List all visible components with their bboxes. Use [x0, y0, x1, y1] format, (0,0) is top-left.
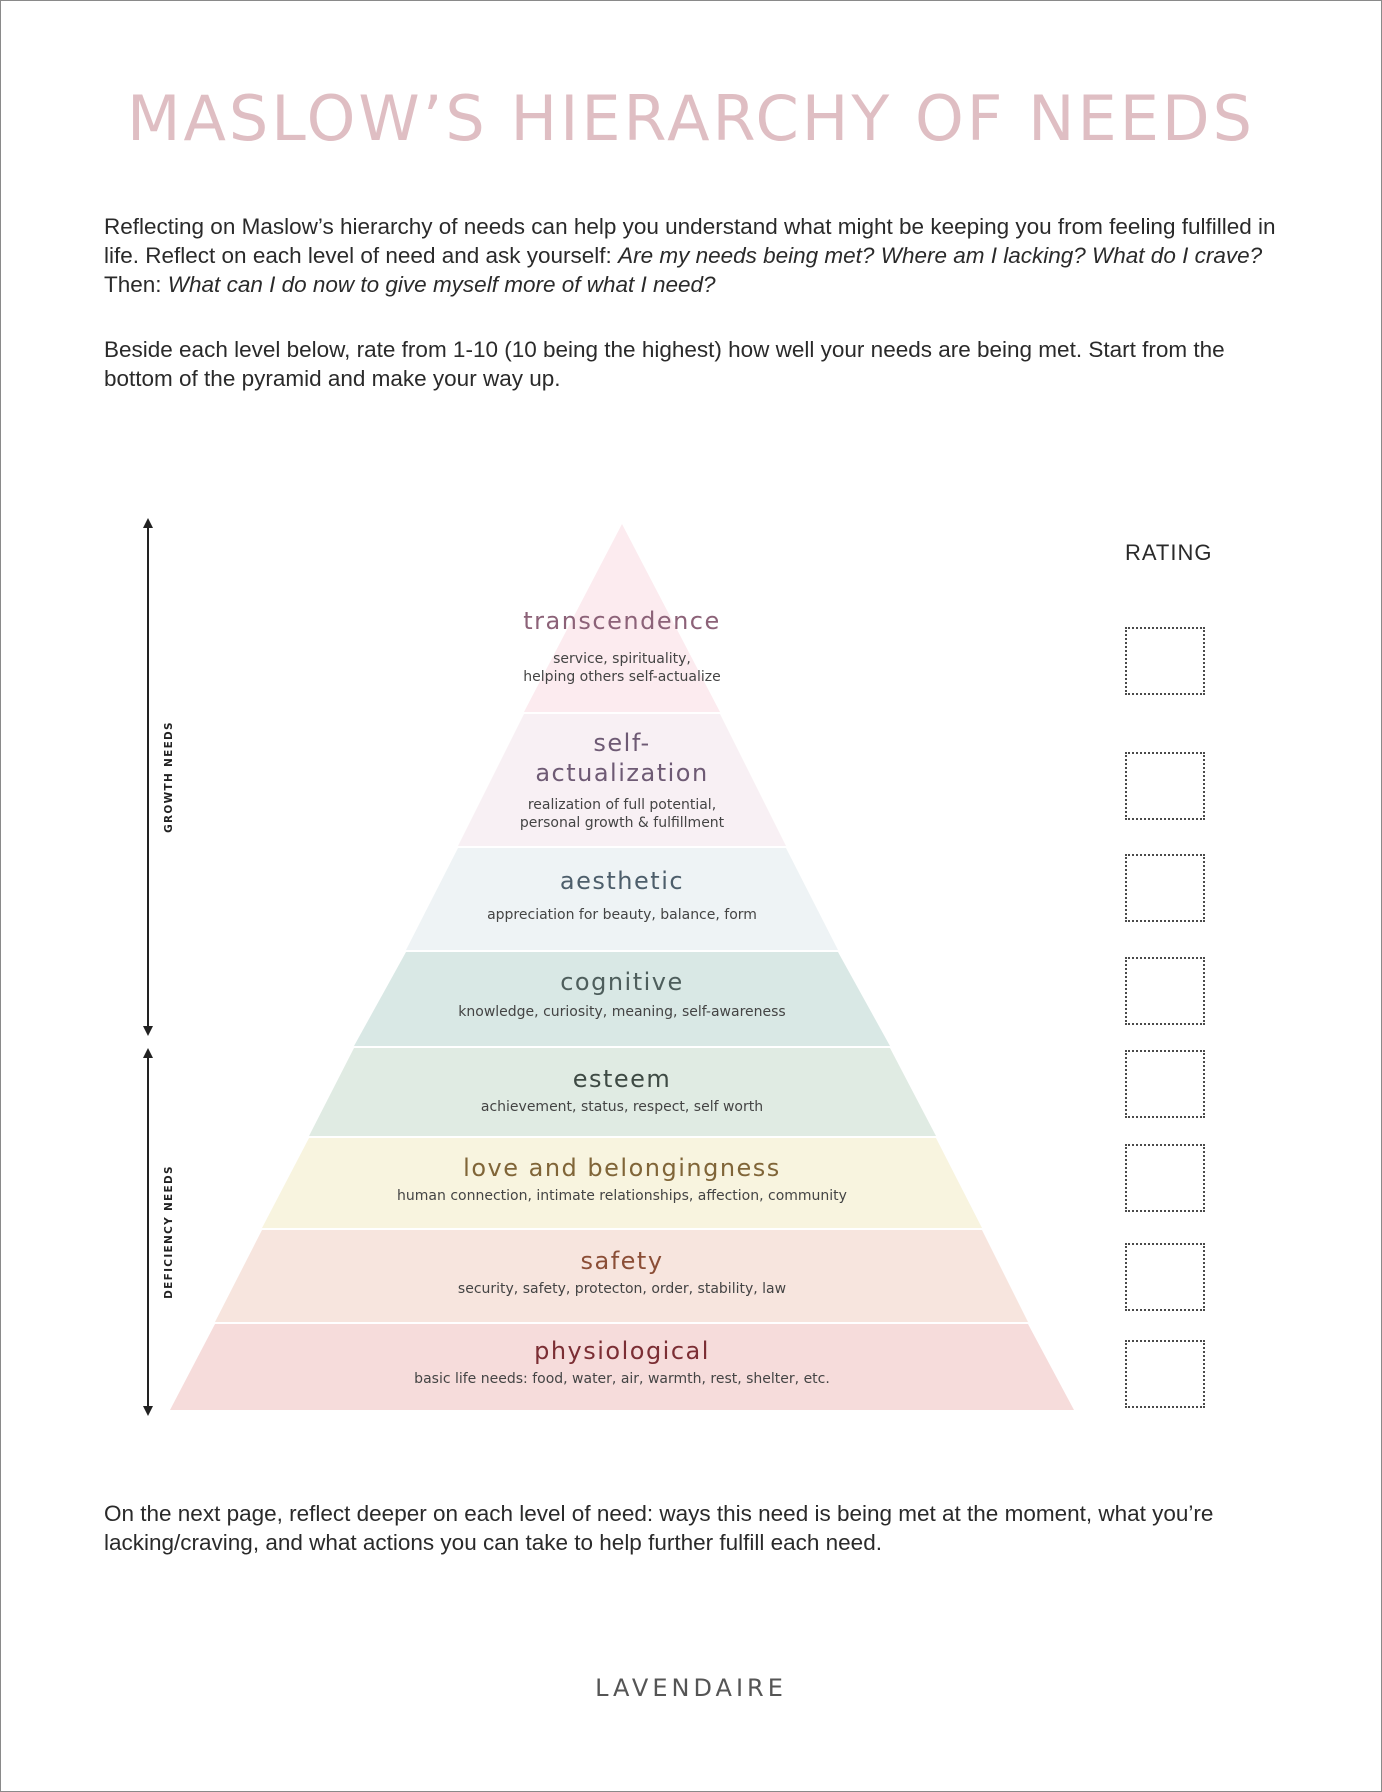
intro-questions: Are my needs being met? Where am I lacking? What do I crave?	[618, 243, 1263, 268]
level-name	[520, 728, 724, 788]
brand-wordmark: LAVENDAIRE	[595, 1674, 787, 1702]
level-safety	[458, 1246, 786, 1298]
level-name: safety	[580, 1247, 664, 1275]
level-self-actualization	[520, 728, 724, 832]
rating-box-cognitive[interactable]	[1125, 957, 1205, 1025]
level-love-and-belongingness	[397, 1153, 847, 1205]
instructions-paragraph: Beside each level below, rate from 1-10 (10 being the highest) how well your needs are being met. Start from the bottom of the pyramid and make your way up.	[104, 337, 1225, 391]
level-name-line: actualization	[535, 759, 709, 787]
rating-box-love-and-belongingness[interactable]	[1125, 1144, 1205, 1212]
level-description-line: realization of full potential,	[527, 797, 717, 813]
page-title: MASLOW’S HIERARCHY OF NEEDS	[126, 82, 1255, 155]
level-transcendence	[523, 606, 721, 686]
level-physiological	[414, 1336, 830, 1388]
rating-box-physiological[interactable]	[1125, 1340, 1205, 1408]
rating-box-esteem[interactable]	[1125, 1050, 1205, 1118]
rating-box-aesthetic[interactable]	[1125, 854, 1205, 922]
level-description-line: personal growth & fulfillment	[519, 815, 725, 831]
level-esteem	[481, 1064, 763, 1116]
level-description: appreciation for beauty, balance, form	[487, 907, 757, 923]
level-name: physiological	[534, 1337, 710, 1365]
level-name-line: self-	[593, 729, 651, 757]
rating-header: RATING	[1125, 540, 1213, 565]
rating-box-self-actualization[interactable]	[1125, 752, 1205, 820]
level-description: security, safety, protecton, order, stability, law	[457, 1281, 787, 1297]
level-description	[523, 650, 721, 686]
rating-box-transcendence[interactable]	[1125, 627, 1205, 695]
level-name: esteem	[572, 1065, 672, 1093]
level-description: knowledge, curiosity, meaning, self-awareness	[458, 1004, 786, 1020]
level-description-line: helping others self-actualize	[523, 669, 721, 685]
level-name: cognitive	[560, 968, 684, 996]
deficiency-needs-label: DEFICIENCY NEEDS	[163, 1165, 175, 1299]
intro-lead: Reflecting on Maslow’s hierarchy of needs can help you understand what might be keeping you from feeling fulfilled in life. Reflect on each level of need and ask yourself:	[104, 214, 1276, 268]
level-description: basic life needs: food, water, air, warmth, rest, shelter, etc.	[414, 1371, 830, 1387]
level-description-line: service, spirituality,	[553, 651, 691, 667]
outro-paragraph: On the next page, reflect deeper on each level of need: ways this need is being met at the moment, what you’re lacking/craving, and what actions you can take to help further fulfill each need.	[104, 1501, 1214, 1555]
level-cognitive	[458, 967, 785, 1021]
level-description: human connection, intimate relationships, affection, community	[397, 1188, 847, 1204]
intro-then: Then:	[104, 272, 168, 297]
level-aesthetic	[487, 866, 757, 924]
growth-needs-label: GROWTH NEEDS	[163, 721, 175, 833]
level-name: transcendence	[523, 607, 721, 635]
level-description: achievement, status, respect, self worth	[480, 1099, 764, 1115]
level-description	[520, 796, 724, 832]
rating-box-safety[interactable]	[1125, 1243, 1205, 1311]
level-name: love and belongingness	[463, 1154, 781, 1182]
level-name: aesthetic	[559, 867, 685, 895]
intro-action: What can I do now to give myself more of what I need?	[167, 272, 716, 297]
